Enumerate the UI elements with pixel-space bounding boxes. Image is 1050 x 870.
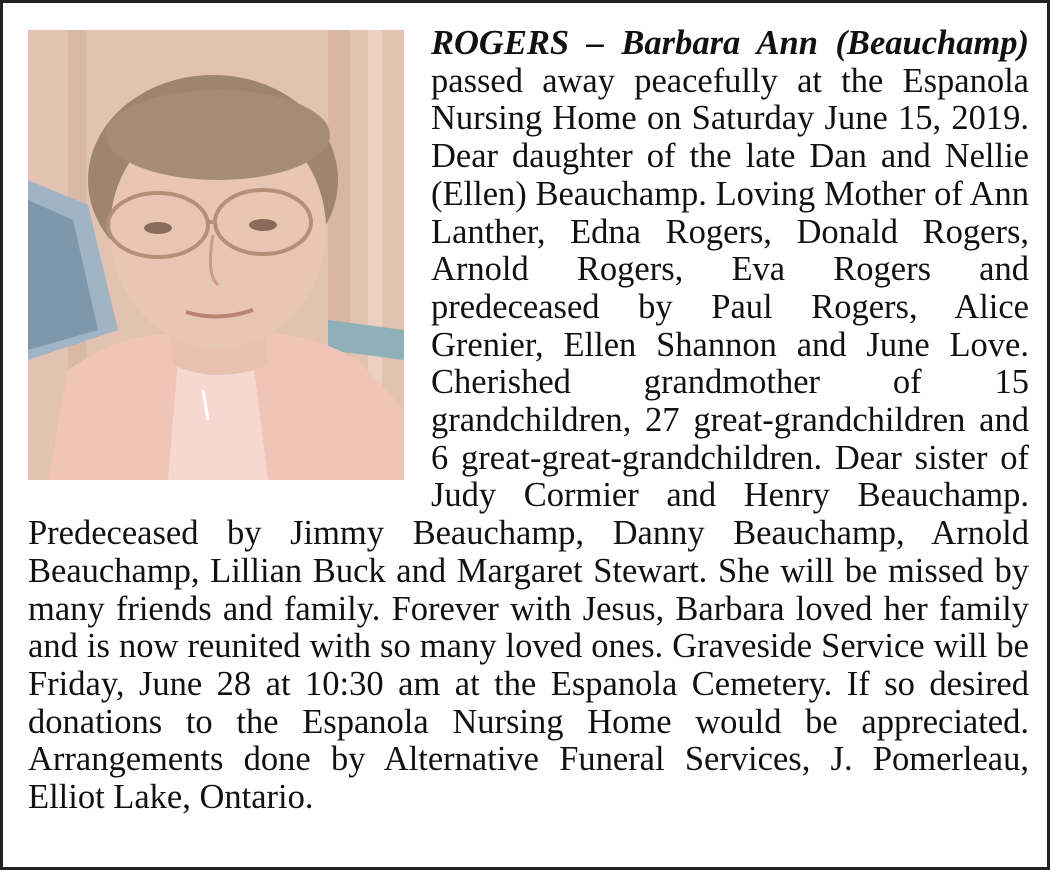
deceased-given-names: Barbara Ann (Beauchamp) — [621, 24, 1030, 62]
obituary-text — [28, 25, 1029, 817]
photo-spacer — [28, 25, 431, 515]
deceased-surname: ROGERS — [431, 24, 570, 62]
name-dash: – — [586, 24, 604, 62]
obituary-body: passed away peacefully at the Espanola Nursing Home on Saturday June 15, 2019. Dear daughter of the late Dan and Nellie (Ellen) Beauchamp. Loving Mother of Ann Lanther, Edna Rogers, Donald Rogers, Arnold Rogers, Eva Rogers and predeceased by Paul Rogers, Alice Grenier, Ellen Shannon and June Love. Cherished grandmother of 15 grandchildren, 27 great-grandchildren and 6 great-great-grandchildren. Dear sister of Judy Cormier and Henry Beauchamp. Predeceased by Jimmy Beauchamp, Danny Beauchamp, Arnold Beauchamp, Lillian Buck and Margaret Stewart. She will be missed by many friends and family. Forever with Jesus, Barbara loved her family and is now reunited with so many loved ones. Graveside Service will be Friday, June 28 at 10:30 am at the Espanola Cemetery. If so desired donations to the Espanola Nursing Home would be appreciated. Arrangements done by Alternative Funeral Services, J. Pomerleau, Elliot Lake, Ontario. — [28, 61, 1029, 817]
